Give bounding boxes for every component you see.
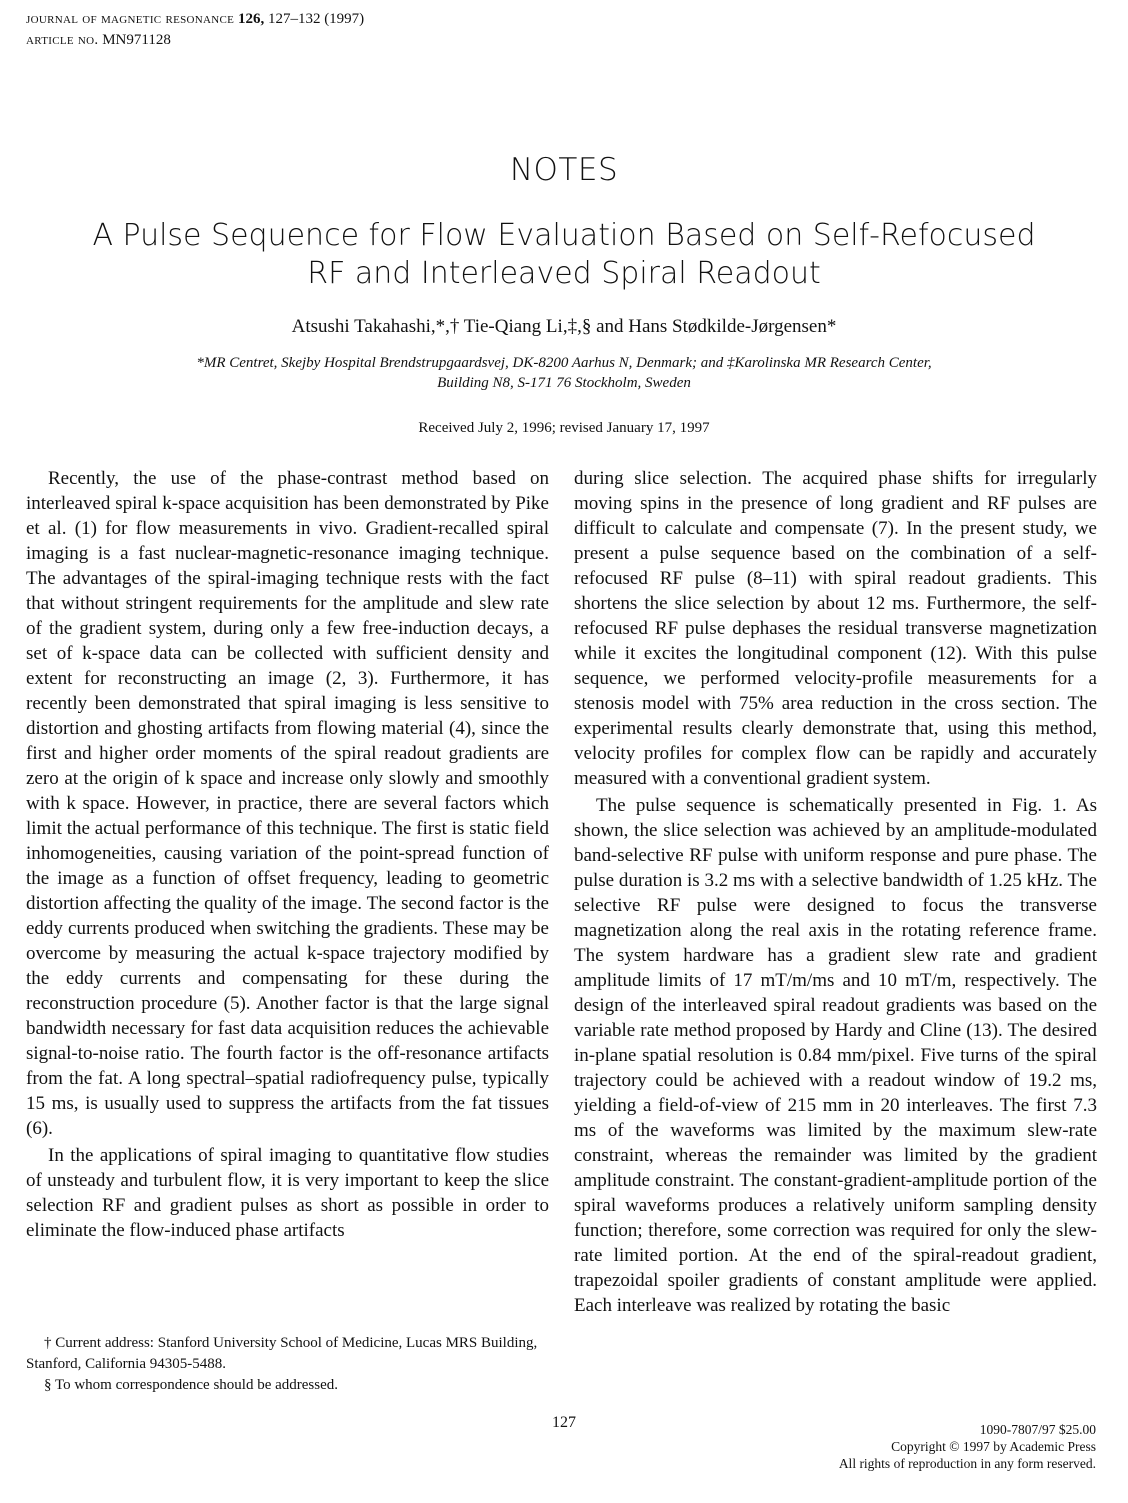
affiliation-line-1: *MR Centret, Skejby Hospital Brendstrupgaardsvej, DK-8200 Aarhus N, Denmark; and ‡Karolinska MR Research Center, — [196, 355, 932, 371]
affiliation-line-2: Building N8, S-171 76 Stockholm, Sweden — [437, 375, 691, 391]
footnotes — [26, 1333, 549, 1396]
article-number: MN971128 — [102, 32, 171, 48]
footnote-current-address: † Current address: Stanford University School of Medicine, Lucas MRS Building, Stanford, California 94305-5488. — [26, 1335, 538, 1372]
body-column-left — [26, 466, 549, 1243]
body-paragraph: The pulse sequence is schematically presented in Fig. 1. As shown, the slice selection was achieved by an amplitude-modulated band-selective RF pulse with uniform response and pure phase. The pulse duration is 3.2 ms with a selective bandwidth of 1.25 kHz. The selective RF pulse were designed to focus the transverse magnetization along the real axis in the rotating reference frame. The system hardware has a gradient slew rate and gradient amplitude limits of 17 mT/m/ms and 10 mT/m, respectively. The design of the interleaved spiral readout gradients was based on the variable rate method proposed by Hardy and Cline (13). The desired in-plane spatial resolution is 0.84 mm/pixel. Five turns of the spiral trajectory could be achieved with a readout window of 19.2 ms, yielding a field-of-view of 215 mm in 20 interleaves. The first 7.3 ms of the waveforms was limited by the maximum slew-rate constraint, whereas the remainder was limited by the gradient amplitude constraint. The constant-gradient-amplitude portion of the spiral waveforms produces a relatively uniform sampling density function; therefore, some correction was required for only the slew-rate limited portion. At the end of the spiral-readout gradient, trapezoidal spoiler gradients of constant amplitude were applied. Each interleave was realized by rotating the basic — [574, 795, 1097, 1316]
body-column-right — [574, 466, 1097, 1318]
received-dates: Received July 2, 1996; revised January 17, 1997 — [418, 420, 710, 436]
section-title: NOTES — [509, 152, 619, 188]
article-title-line-1: A Pulse Sequence for Flow Evaluation Based on Self-Refocused — [92, 218, 1036, 253]
rights-line: All rights of reproduction in any form reserved. — [838, 1456, 1096, 1471]
page-number: 127 — [552, 1414, 576, 1431]
footnote-correspondence: § To whom correspondence should be addressed. — [44, 1377, 339, 1393]
journal-year: (1997) — [324, 11, 365, 27]
journal-pages: 127–132 — [267, 11, 321, 27]
journal-volume: 126, — [237, 11, 265, 27]
article-title — [60, 217, 1068, 293]
article-title-line-2: RF and Interleaved Spiral Readout — [307, 256, 821, 291]
copyright-notice — [839, 1421, 1096, 1472]
journal-citation — [26, 9, 364, 30]
body-paragraph: In the applications of spiral imaging to quantitative flow studies of unsteady and turbulent flow, it is very important to keep the slice selection RF and gradient pulses as short as possible in order to eliminate the flow-induced phase artifacts — [26, 1145, 549, 1241]
body-paragraph: during slice selection. The acquired phase shifts for irregularly moving spins in the presence of long gradient and RF pulses are difficult to calculate and compensate (7). In the present study, we present a pulse sequence based on the combination of a self-refocused RF pulse (8–11) with spiral readout gradients. This shortens the slice selection by about 12 ms. Furthermore, the self-refocused RF pulse dephases the residual transverse magnetization while it excites the longitudinal component (12). With this pulse sequence, we performed velocity-profile measurements for a stenosis model with 75% area reduction in the cross section. The experimental results clearly demonstrate that, using this method, velocity profiles for complex flow can be rapidly and accurately measured with a conventional gradient system. — [574, 468, 1097, 789]
journal-header — [26, 9, 364, 51]
journal-name: journal of magnetic resonance — [26, 11, 235, 27]
body-paragraph: Recently, the use of the phase-contrast method based on interleaved spiral k-space acquisition has been demonstrated by Pike et al. (1) for flow measurements in vivo. Gradient-recalled spiral imaging is a fast nuclear-magnetic-resonance imaging technique. The advantages of the spiral-imaging technique rests with the fact that without stringent requirements for the amplitude and slew rate of the gradient system, during only a few free-induction decays, a set of k-space data can be collected with sufficient density and extent for reconstructing an image (2, 3). Furthermore, it has recently been demonstrated that spiral imaging is less sensitive to distortion and ghosting artifacts from flowing material (4), since the first and higher order moments of the spiral readout gradients are zero at the origin of k space and increase only slowly and smoothly with k space. However, in practice, there are several factors which limit the actual performance of this technique. The first is static field inhomogeneities, causing variation of the point-spread function of the image as a function of offset frequency, leading to geometric distortion affecting the quality of the image. The second factor is the eddy currents produced when switching the gradients. These may be overcome by measuring the actual k-space trajectory modified by the eddy currents and compensating for these during the reconstruction procedure (5). Another factor is that the large signal bandwidth necessary for fast data acquisition reduces the achievable signal-to-noise ratio. The fourth factor is the off-resonance artifacts from the fat. A long spectral–spatial radiofrequency pulse, typically 15 ms, is usually used to suppress the artifacts from the fat tissues (6). — [26, 468, 549, 1139]
affiliations — [60, 353, 1068, 393]
copyright-line: Copyright © 1997 by Academic Press — [891, 1439, 1096, 1454]
issn-price: 1090-7807/97 $25.00 — [979, 1422, 1096, 1437]
author-list: Atsushi Takahashi,*,† Tie-Qiang Li,‡,§ and Hans Stødkilde-Jørgensen* — [291, 316, 837, 337]
article-number-line — [26, 30, 364, 51]
article-number-label: article no. — [26, 32, 99, 48]
